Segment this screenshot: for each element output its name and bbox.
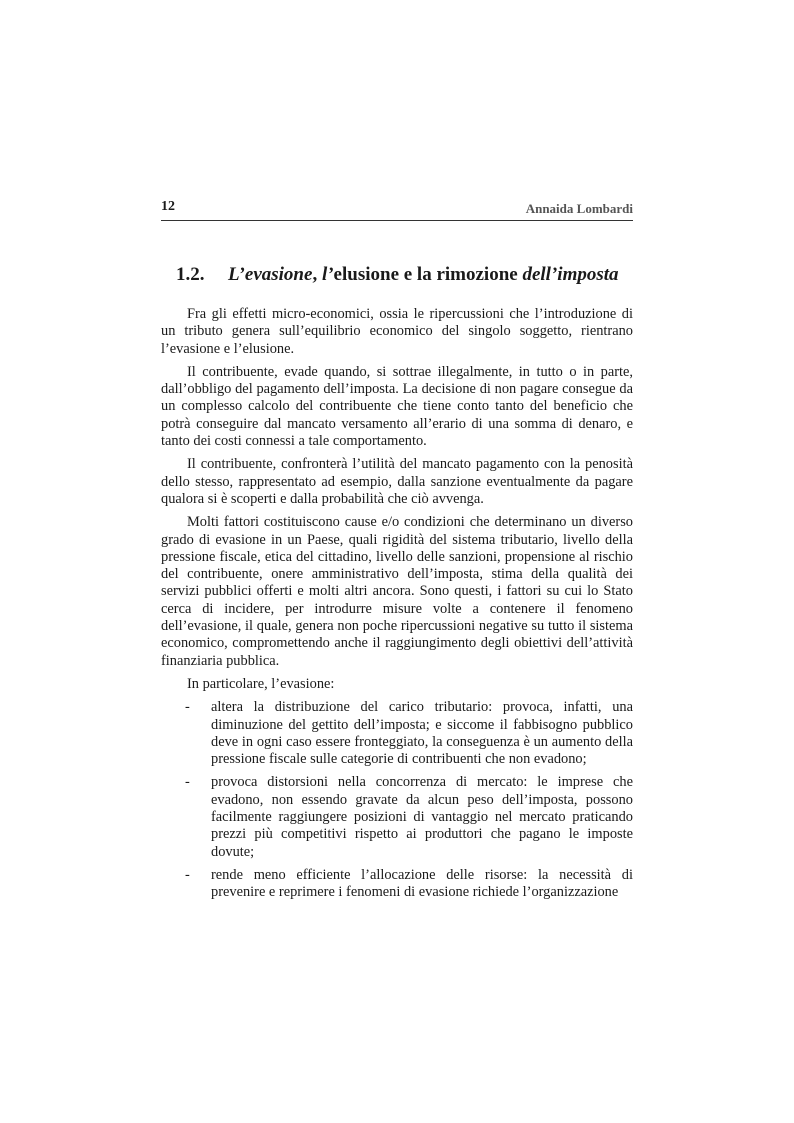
section-number: 1.2.: [176, 264, 205, 285]
section-heading: [176, 264, 636, 286]
list-item-text: rende meno efficiente l’allocazione delle risorse: la necessità di prevenire e reprimere i fenomeni di evasione richiede l’organizzazione: [211, 866, 633, 901]
page-number: 12: [161, 199, 175, 214]
body-text: [161, 306, 633, 908]
list-item: [161, 699, 633, 768]
bullet-marker: -: [185, 699, 190, 716]
list-item: [161, 774, 633, 860]
section-title-italic-3: dell’imposta: [522, 264, 619, 285]
running-header: [161, 198, 633, 221]
list-item: [161, 867, 633, 902]
paragraph-1: Fra gli effetti micro-economici, ossia le ripercussioni che l’introduzione di un tributo genera sull’equilibrio economico del singolo soggetto, rientrano l’evasione e l’elusione.: [161, 306, 633, 357]
paragraph-5: In particolare, l’evasione:: [187, 675, 335, 692]
bullet-marker: -: [185, 774, 190, 791]
paragraph-4: Molti fattori costituiscono cause e/o condizioni che determinano un diverso grado di evasione in un Paese, quali rigidità del sistema tributario, livello della pressione fiscale, etica del cittadino, livello delle sanzioni, propensione al rischio del contribuente, onere amministrativo dell’imposta, stima della qualità dei servizi pubblici offerti e molti altri ancora. Sono questi, i fattori su cui lo Stato cerca di incidere, per introdurre misure volte a contenere il fenomeno dell’evasione, il quale, genera non poche ripercussioni negative su tutto il sistema economico, compromettendo anche il raggiungimento degli obiettivi dell’attività finanziaria pubblica.: [161, 514, 633, 669]
running-header-author: Annaida Lombardi: [525, 201, 633, 216]
list-item-text: altera la distribuzione del carico tributario: provoca, infatti, una diminuzione del gettito dell’imposta; e siccome il fabbisogno pubblico deve in ogni caso essere fronteggiato, la conseguenza è un aumento della pressione fiscale sulle categorie di contribuenti che non evadono;: [211, 699, 633, 768]
section-title-text-1: ,: [312, 264, 322, 285]
bullet-list: [161, 699, 633, 901]
bullet-marker: -: [185, 866, 190, 883]
list-item-text: provoca distorsioni nella concorrenza di mercato: le imprese che evadono, non essendo gravate da alcun peso dell’imposta, possono facilmente raggiungere posizioni di vantaggio nel mercato praticando prezzi più competitivi rispetto ai produttori che pagano le imposte dovute;: [211, 774, 633, 860]
paragraph-3: Il contribuente, confronterà l’utilità del mancato pagamento con la penosità dello stesso, rappresentato ad esempio, dalla sanzione eventualmente da pagare qualora si è scoperti e dalla probabilità che ciò avvenga.: [161, 456, 633, 507]
paragraph-2: Il contribuente, evade quando, si sottrae illegalmente, in tutto o in parte, dall’obbligo del pagamento dell’imposta. La decisione di non pagare consegue da un complesso calcolo del contribuente che tiene conto tanto del beneficio che potrà conseguire dal mancato versamento all’erario di una somma di denaro, e tanto dei costi connessi a tale comportamento.: [161, 363, 633, 450]
section-title-italic-2: l’: [321, 264, 334, 285]
section-title-text-2: elusione e la rimozione: [333, 264, 523, 285]
section-title-italic-1: L’evasione: [228, 264, 313, 285]
